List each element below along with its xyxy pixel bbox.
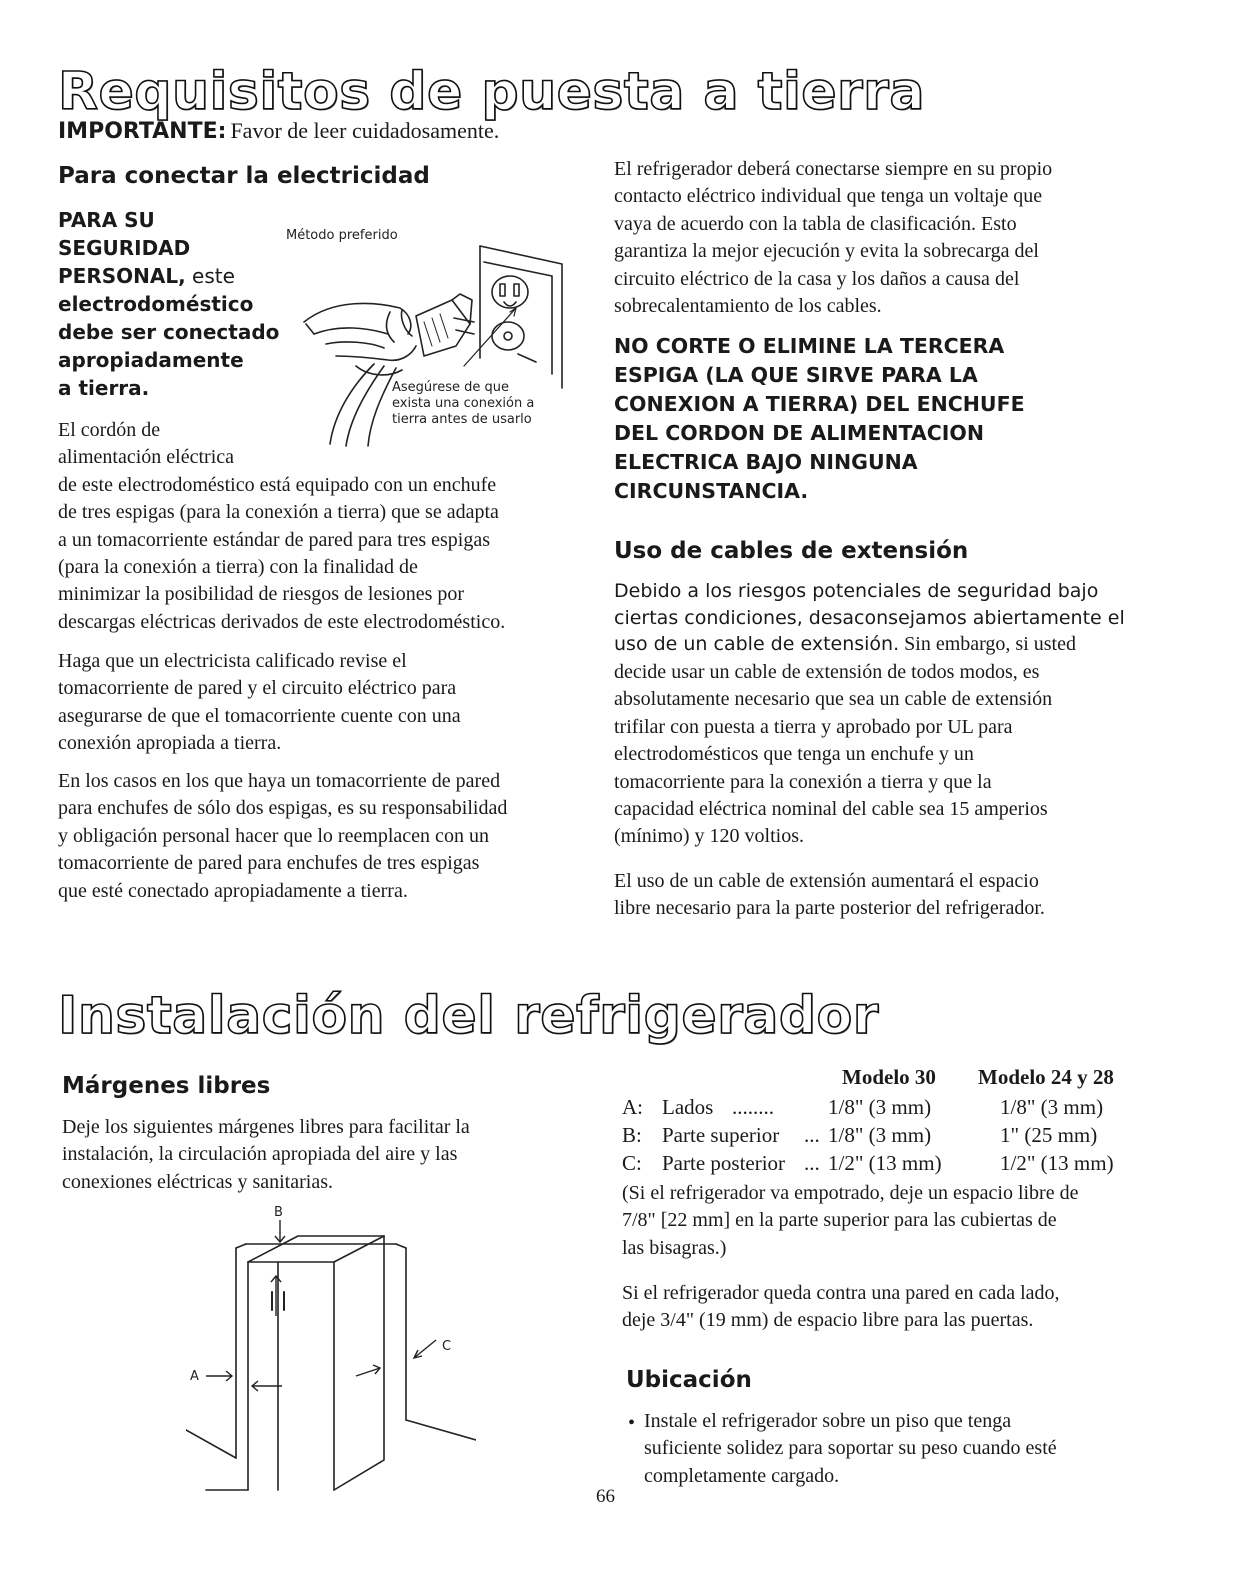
section-title-installation: Instalación del refrigerador: [58, 986, 879, 1046]
diagram-label-b: B: [274, 1205, 283, 1220]
warning-ground-prong: NO CORTE O ELIMINE LA TERCERA ESPIGA (LA QUE SIRVE PARA LA CONEXION A TIERRA) DEL ENCHUFE DEL CORDON DE ALIMENTACION ELECTRICA BAJO NINGUNA CIRCUNSTANCIA.: [614, 334, 1025, 503]
heading-location: Ubicación: [626, 1367, 752, 1393]
location-bullet-text: Instale el refrigerador sobre un piso que tenga suficiente solidez para soportar su peso cuando esté completamente cargado.: [644, 1410, 1057, 1487]
important-text: Favor de leer cuidadosamente.: [230, 118, 500, 143]
safety-line: SEGURIDAD: [58, 236, 191, 260]
safety-line: PARA SU: [58, 208, 155, 232]
diagram-label-a: A: [190, 1369, 199, 1384]
paragraph-clearances-intro: Deje los siguientes márgenes libres para facilitar la instalación, la circulación apropiada del aire y las conexiones eléctricas y sanitarias.: [62, 1116, 470, 1193]
paragraph-dedicated-outlet: El refrigerador deberá conectarse siempre en su propio contacto eléctrico individual que tenga un voltaje que vaya de acuerdo con la tabla de clasificación. Esto garantiza la mejor ejecución y evita la sobrecarga del circuito eléctrico de la casa y los daños a causa del sobrecalentamiento de los cables.: [614, 158, 1053, 318]
table-header-model-24-28: Modelo 24 y 28: [978, 1065, 1114, 1089]
paragraph-extension-clearance: El uso de un cable de extensión aumentará el espacio libre necesario para la parte posterior del refrigerador.: [614, 870, 1045, 920]
safety-line: apropiadamente: [58, 348, 244, 372]
safety-line: a tierra.: [58, 376, 150, 400]
table-header-model-30: Modelo 30: [842, 1065, 936, 1089]
heading-extension-cords: Uso de cables de extensión: [614, 538, 969, 564]
safety-line: debe ser conectado: [58, 320, 280, 344]
important-note: [58, 118, 499, 144]
section-title-grounding: Requisitos de puesta a tierra: [58, 62, 925, 122]
figure-caption-preferred: Método preferido: [286, 228, 398, 243]
important-label: IMPORTANTE:: [58, 119, 227, 144]
paragraph-wall-clearance: Si el refrigerador queda contra una pared en cada lado, deje 3/4" (19 mm) de espacio libre para las puertas.: [622, 1282, 1060, 1332]
safety-line: electrodoméstico: [58, 292, 254, 316]
table-row: B: Parte superior ... 1/8" (3 mm) 1" (25 mm): [622, 1123, 1098, 1147]
paragraph-extension-cords: Debido a los riesgos potenciales de seguridad bajo ciertas condiciones, desaconsejamos abiertamente el uso de un cable de extensión. Sin embargo, si usted decide usar un cable de extensión de todos modos, es absolutamente necesario que sea un cable de extensión trifilar con puesta a tierra y aprobado por UL para electrodomésticos que tenga un enchufe y un tomacorriente para la conexión a tierra y que la capacidad eléctrica nominal del cable sea 15 amperios (mínimo) y 120 voltios.: [614, 580, 1125, 848]
diagram-label-c: C: [442, 1339, 452, 1354]
page-number: 66: [596, 1486, 615, 1507]
figure-caption-ground-check: Asegúrese de que exista una conexión a tierra antes de usarlo: [392, 380, 535, 427]
table-row: C: Parte posterior ... 1/2" (13 mm) 1/2" (13 mm): [622, 1151, 1114, 1175]
paragraph-two-prong-outlet: En los casos en los que haya un tomacorriente de pared para enchufes de sólo dos espigas, es su responsabilidad y obligación personal hacer que lo reemplacen con un tomacorriente de pared para enchufes de tres espigas que esté conectado apropiadamente a tierra.: [58, 770, 508, 902]
location-bullet: •: [628, 1412, 636, 1434]
safety-notice: [58, 206, 279, 402]
clearance-diagram: [186, 1200, 476, 1500]
paragraph-electrician-check: Haga que un electricista calificado revise el tomacorriente de pared y el circuito eléctrico para asegurarse de que el tomacorriente cuente con una conexión apropiada a tierra.: [58, 650, 461, 755]
safety-line: PERSONAL, este: [58, 264, 235, 288]
paragraph-built-in-note: (Si el refrigerador va empotrado, deje un espacio libre de 7/8" [22 mm] en la parte superior para las cubiertas de las bisagras.): [622, 1182, 1079, 1259]
paragraph-power-cord: El cordón de alimentación eléctrica de este electrodoméstico está equipado con un enchufe de tres espigas (para la conexión a tierra) que se adapta a un tomacorriente estándar de pared para tres espigas (para la conexión a tierra) con la finalidad de minimizar la posibilidad de riesgos de lesiones por descargas eléctricas derivados de este electrodoméstico.: [58, 419, 506, 633]
clearance-table: [622, 1065, 1152, 1185]
heading-clearances: Márgenes libres: [62, 1073, 271, 1099]
heading-electricity: Para conectar la electricidad: [58, 163, 430, 189]
table-row: A: Lados ........ 1/8" (3 mm) 1/8" (3 mm): [622, 1095, 1104, 1119]
